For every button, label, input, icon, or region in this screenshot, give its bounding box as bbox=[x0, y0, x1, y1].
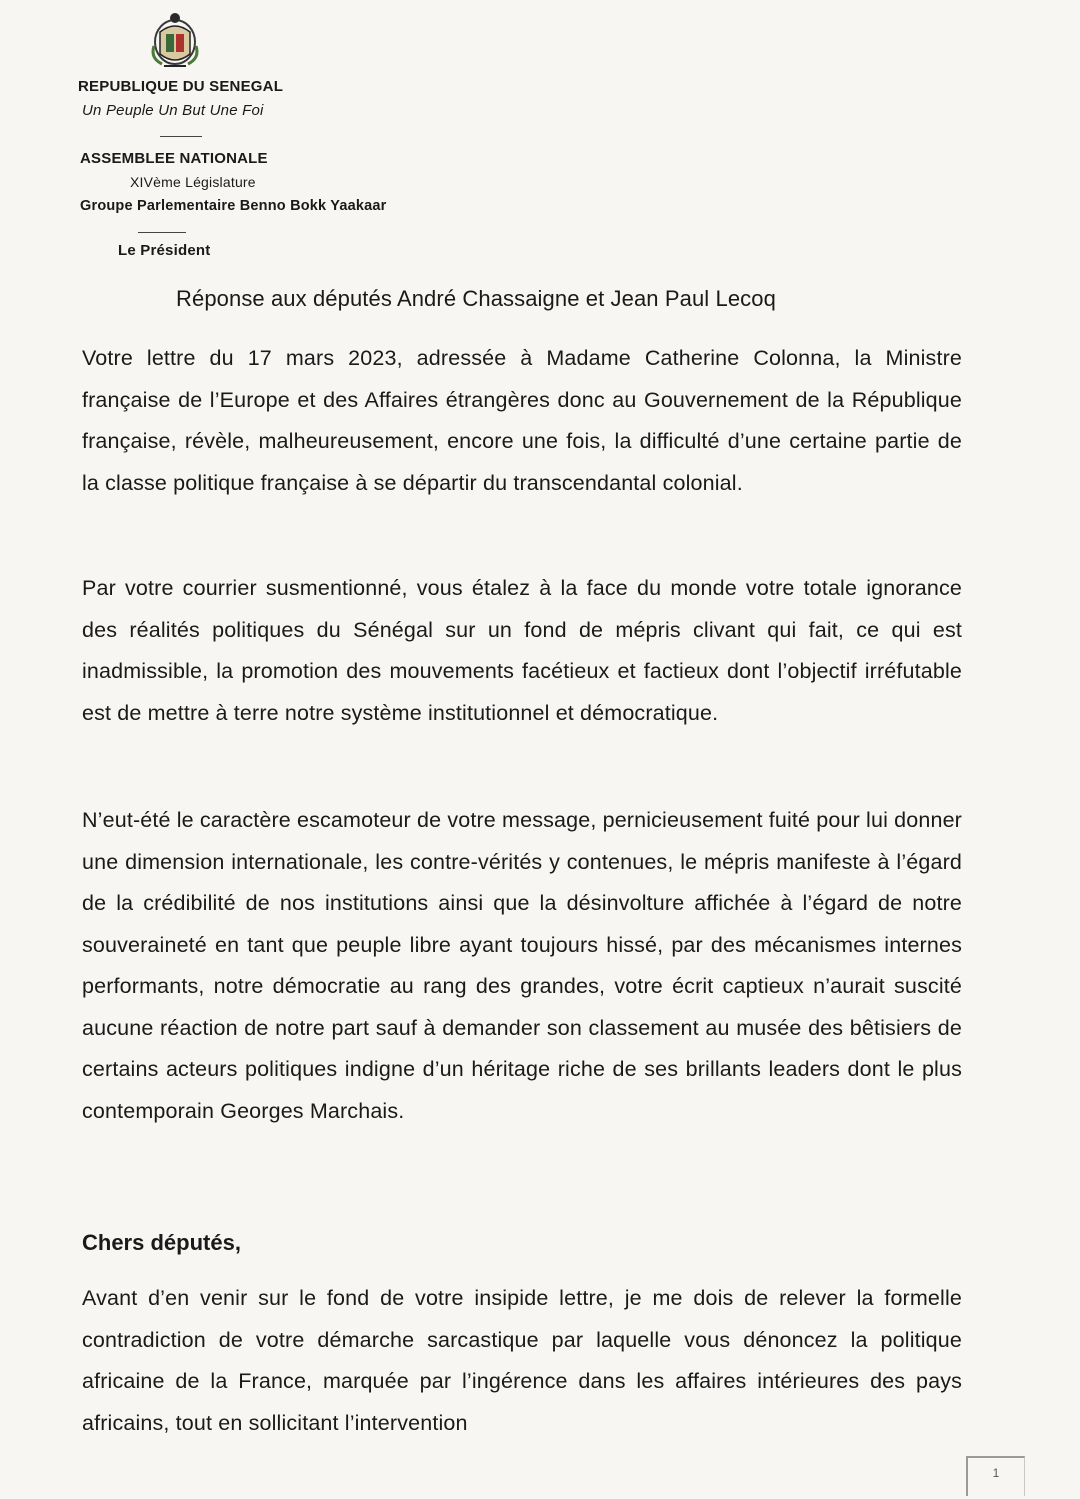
president-title: Le Président bbox=[118, 242, 211, 259]
senegal-seal-icon bbox=[146, 6, 204, 72]
salutation: Chers députés, bbox=[82, 1230, 241, 1255]
paragraph-4: Avant d’en venir sur le fond de votre insipide lettre, je me dois de relever la formelle contradiction de votre démarche sarcastique par laquelle vous dénoncez la politique africaine de la France, marquée par l’ingérence dans les affaires intérieures des pays africains, tout en sollicitant l’intervention bbox=[82, 1286, 962, 1435]
legislature-label: XIVème Législature bbox=[130, 174, 256, 190]
national-motto: Un Peuple Un But Une Foi bbox=[82, 102, 264, 119]
parliamentary-group: Groupe Parlementaire Benno Bokk Yaakaar bbox=[80, 198, 387, 214]
assembly-name: ASSEMBLEE NATIONALE bbox=[80, 150, 268, 167]
separator-line bbox=[138, 232, 186, 233]
republic-name: REPUBLIQUE DU SENEGAL bbox=[78, 78, 284, 95]
paragraph-1: Votre lettre du 17 mars 2023, adressée à Madame Catherine Colonna, la Ministre française de l’Europe et des Affaires étrangères donc au Gouvernement de la République française, révèle, malheureusement, encore une fois, la difficulté d’une certaine partie de la classe politique française à se départir du transcendantal colonial. bbox=[82, 346, 962, 495]
paragraph-2: Par votre courrier susmentionné, vous étalez à la face du monde votre totale ignorance des réalités politiques du Sénégal sur un fond de mépris clivant qui fait, ce qui est inadmissible, la promotion des mouvements facétieux et factieux dont l’objectif irréfutable est de mettre à terre notre système institutionnel et démocratique. bbox=[82, 576, 962, 725]
paragraph-3: N’eut-été le caractère escamoteur de votre message, pernicieusement fuité pour lui donner une dimension internationale, les contre-vérités y contenues, le mépris manifeste à l’égard de la crédibilité de nos institutions ainsi que la désinvolture affichée à l’égard de notre souveraineté en tant que peuple libre ayant toujours hissé, par des mécanismes internes performants, notre démocratie au rang des grandes, votre écrit captieux n’aurait suscité aucune réaction de notre part sauf à demander son classement au musée des bêtisiers de certains acteurs politiques indigne d’un héritage riche de ses brillants leaders dont le plus contemporain Georges Marchais. bbox=[82, 808, 962, 1123]
letter-subject: Réponse aux députés André Chassaigne et Jean Paul Lecoq bbox=[176, 286, 776, 311]
page-number: 1 bbox=[966, 1456, 1025, 1496]
separator-line bbox=[160, 136, 202, 137]
